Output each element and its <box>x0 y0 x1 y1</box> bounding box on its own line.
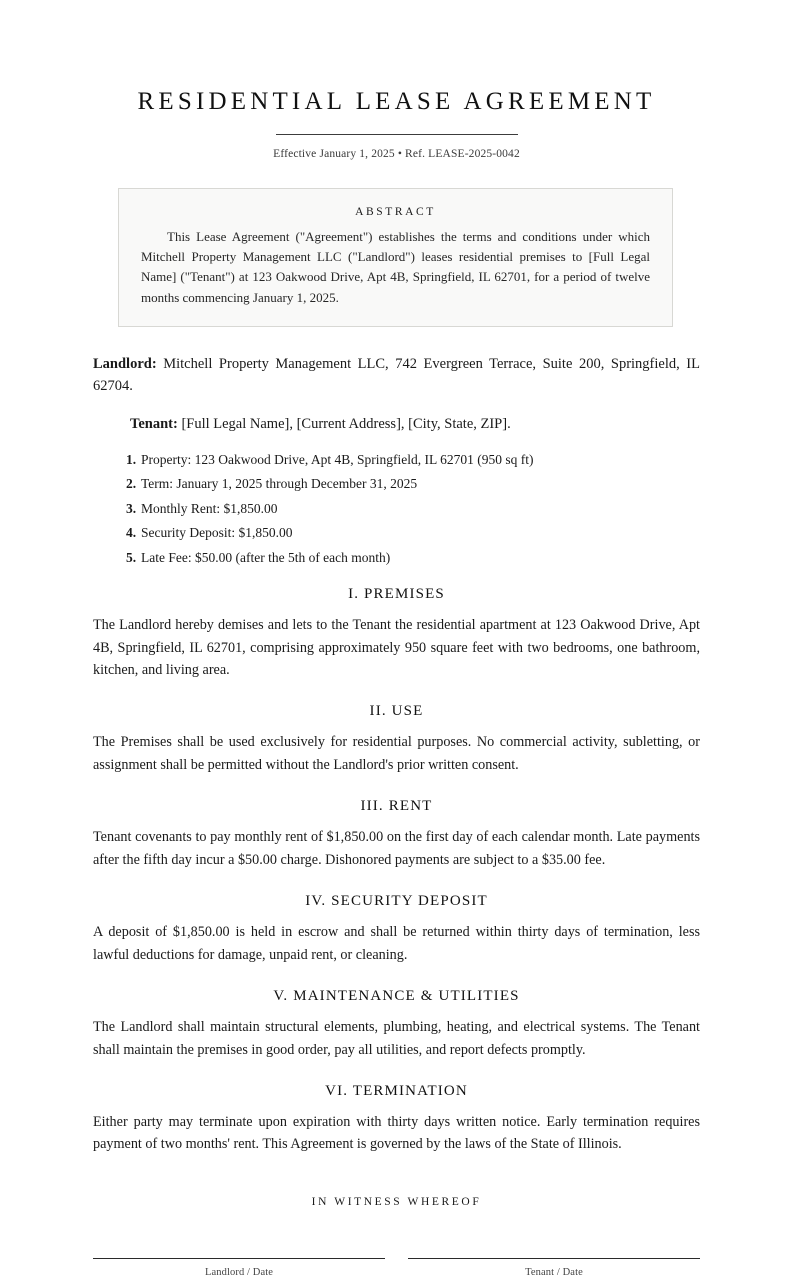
section-heading: II. USE <box>369 703 424 720</box>
section-body: A deposit of $1,850.00 is held in escrow and shall be returned within thirty days of termination, less lawful deductions for damage, unpaid rent, or cleaning. <box>93 924 700 963</box>
tenant-label: Tenant: <box>130 416 178 433</box>
section-body: The Landlord shall maintain structural elements, plumbing, heating, and electrical systems. The Tenant shall maintain the premises in good order, pay all utilities, and report defects promptly. <box>93 1019 700 1058</box>
witness-heading: IN WITNESS WHEREOF <box>311 1195 482 1208</box>
term-number: 4. <box>126 525 137 541</box>
page-title: RESIDENTIAL LEASE AGREEMENT <box>137 88 656 115</box>
landlord-value: Mitchell Property Management LLC, 742 Evergreen Terrace, Suite 200, Springfield, IL 62704. <box>93 355 700 395</box>
landlord-signature-line[interactable] <box>93 1258 385 1259</box>
section-heading: I. PREMISES <box>348 586 445 603</box>
term-text: Term: January 1, 2025 through December 31, 2025 <box>141 476 418 492</box>
list-item <box>93 526 700 540</box>
document-section <box>93 586 700 681</box>
section-body: The Premises shall be used exclusively for residential purposes. No commercial activity, subletting, or assignment shall be permitted without the Landlord's prior written consent. <box>93 734 700 773</box>
sections-container <box>93 586 700 1156</box>
document-section <box>93 893 700 966</box>
term-text: Late Fee: $50.00 (after the 5th of each month) <box>141 549 391 565</box>
term-text: Monthly Rent: $1,850.00 <box>141 500 278 516</box>
list-item <box>93 477 700 491</box>
list-item <box>93 551 700 565</box>
key-terms-list <box>93 453 700 565</box>
landlord-line <box>93 353 700 398</box>
document-section <box>93 798 700 871</box>
tenant-signature-label: Tenant / Date <box>525 1266 583 1278</box>
title-divider <box>276 134 518 135</box>
term-number: 5. <box>126 549 137 565</box>
abstract-box <box>118 188 673 327</box>
term-text: Security Deposit: $1,850.00 <box>141 525 293 541</box>
tenant-signature-cell[interactable] <box>408 1258 700 1278</box>
section-body: Tenant covenants to pay monthly rent of $1,850.00 on the first day of each calendar month. Late payments after the fifth day incur a $50.00 charge. Dishonored payments are subject to a $35.00 fee. <box>93 829 700 868</box>
section-heading: VI. TERMINATION <box>325 1082 468 1099</box>
section-heading: III. RENT <box>360 798 433 815</box>
list-item <box>93 453 700 467</box>
list-item <box>93 502 700 516</box>
section-body: Either party may terminate upon expiration with thirty days written notice. Early termination requires payment of two months' rent. This Agreement is governed by the laws of the State of Illinois. <box>93 1113 700 1153</box>
document-meta: Effective January 1, 2025 • Ref. LEASE-2025-0042 <box>273 147 520 160</box>
abstract-body: This Lease Agreement ("Agreement") establishes the terms and conditions under which Mitchell Property Management LLC ("Landlord") leases residential premises to [Full Legal Name] ("Tenant") at 123 Oakwood Drive, Apt 4B, Springfield, IL 62701, for a period of twelve months commencing January 1, 2025. <box>141 228 650 305</box>
document-content <box>93 88 700 1278</box>
section-heading: V. MAINTENANCE & UTILITIES <box>273 988 520 1005</box>
tenant-line <box>93 413 700 436</box>
tenant-value: [Full Legal Name], [Current Address], [City, State, ZIP]. <box>181 416 511 433</box>
document-section <box>93 988 700 1061</box>
term-text: Property: 123 Oakwood Drive, Apt 4B, Springfield, IL 62701 (950 sq ft) <box>141 451 534 467</box>
term-number: 1. <box>126 451 137 467</box>
tenant-signature-line[interactable] <box>408 1258 700 1259</box>
term-number: 2. <box>126 476 137 492</box>
document-section <box>93 1083 700 1156</box>
landlord-label: Landlord: <box>93 355 157 372</box>
term-number: 3. <box>126 500 137 516</box>
signature-row <box>93 1258 700 1278</box>
document-section <box>93 703 700 776</box>
section-heading: IV. SECURITY DEPOSIT <box>305 893 488 910</box>
landlord-signature-cell[interactable] <box>93 1258 385 1278</box>
abstract-heading: ABSTRACT <box>355 205 436 218</box>
landlord-signature-label: Landlord / Date <box>205 1266 273 1278</box>
section-body: The Landlord hereby demises and lets to the Tenant the residential apartment at 123 Oakwood Drive, Apt 4B, Springfield, IL 62701, comprising approximately 950 square feet with two bedrooms, one bathroom, kitchen, and living area. <box>93 617 700 679</box>
parties-block <box>93 353 700 436</box>
